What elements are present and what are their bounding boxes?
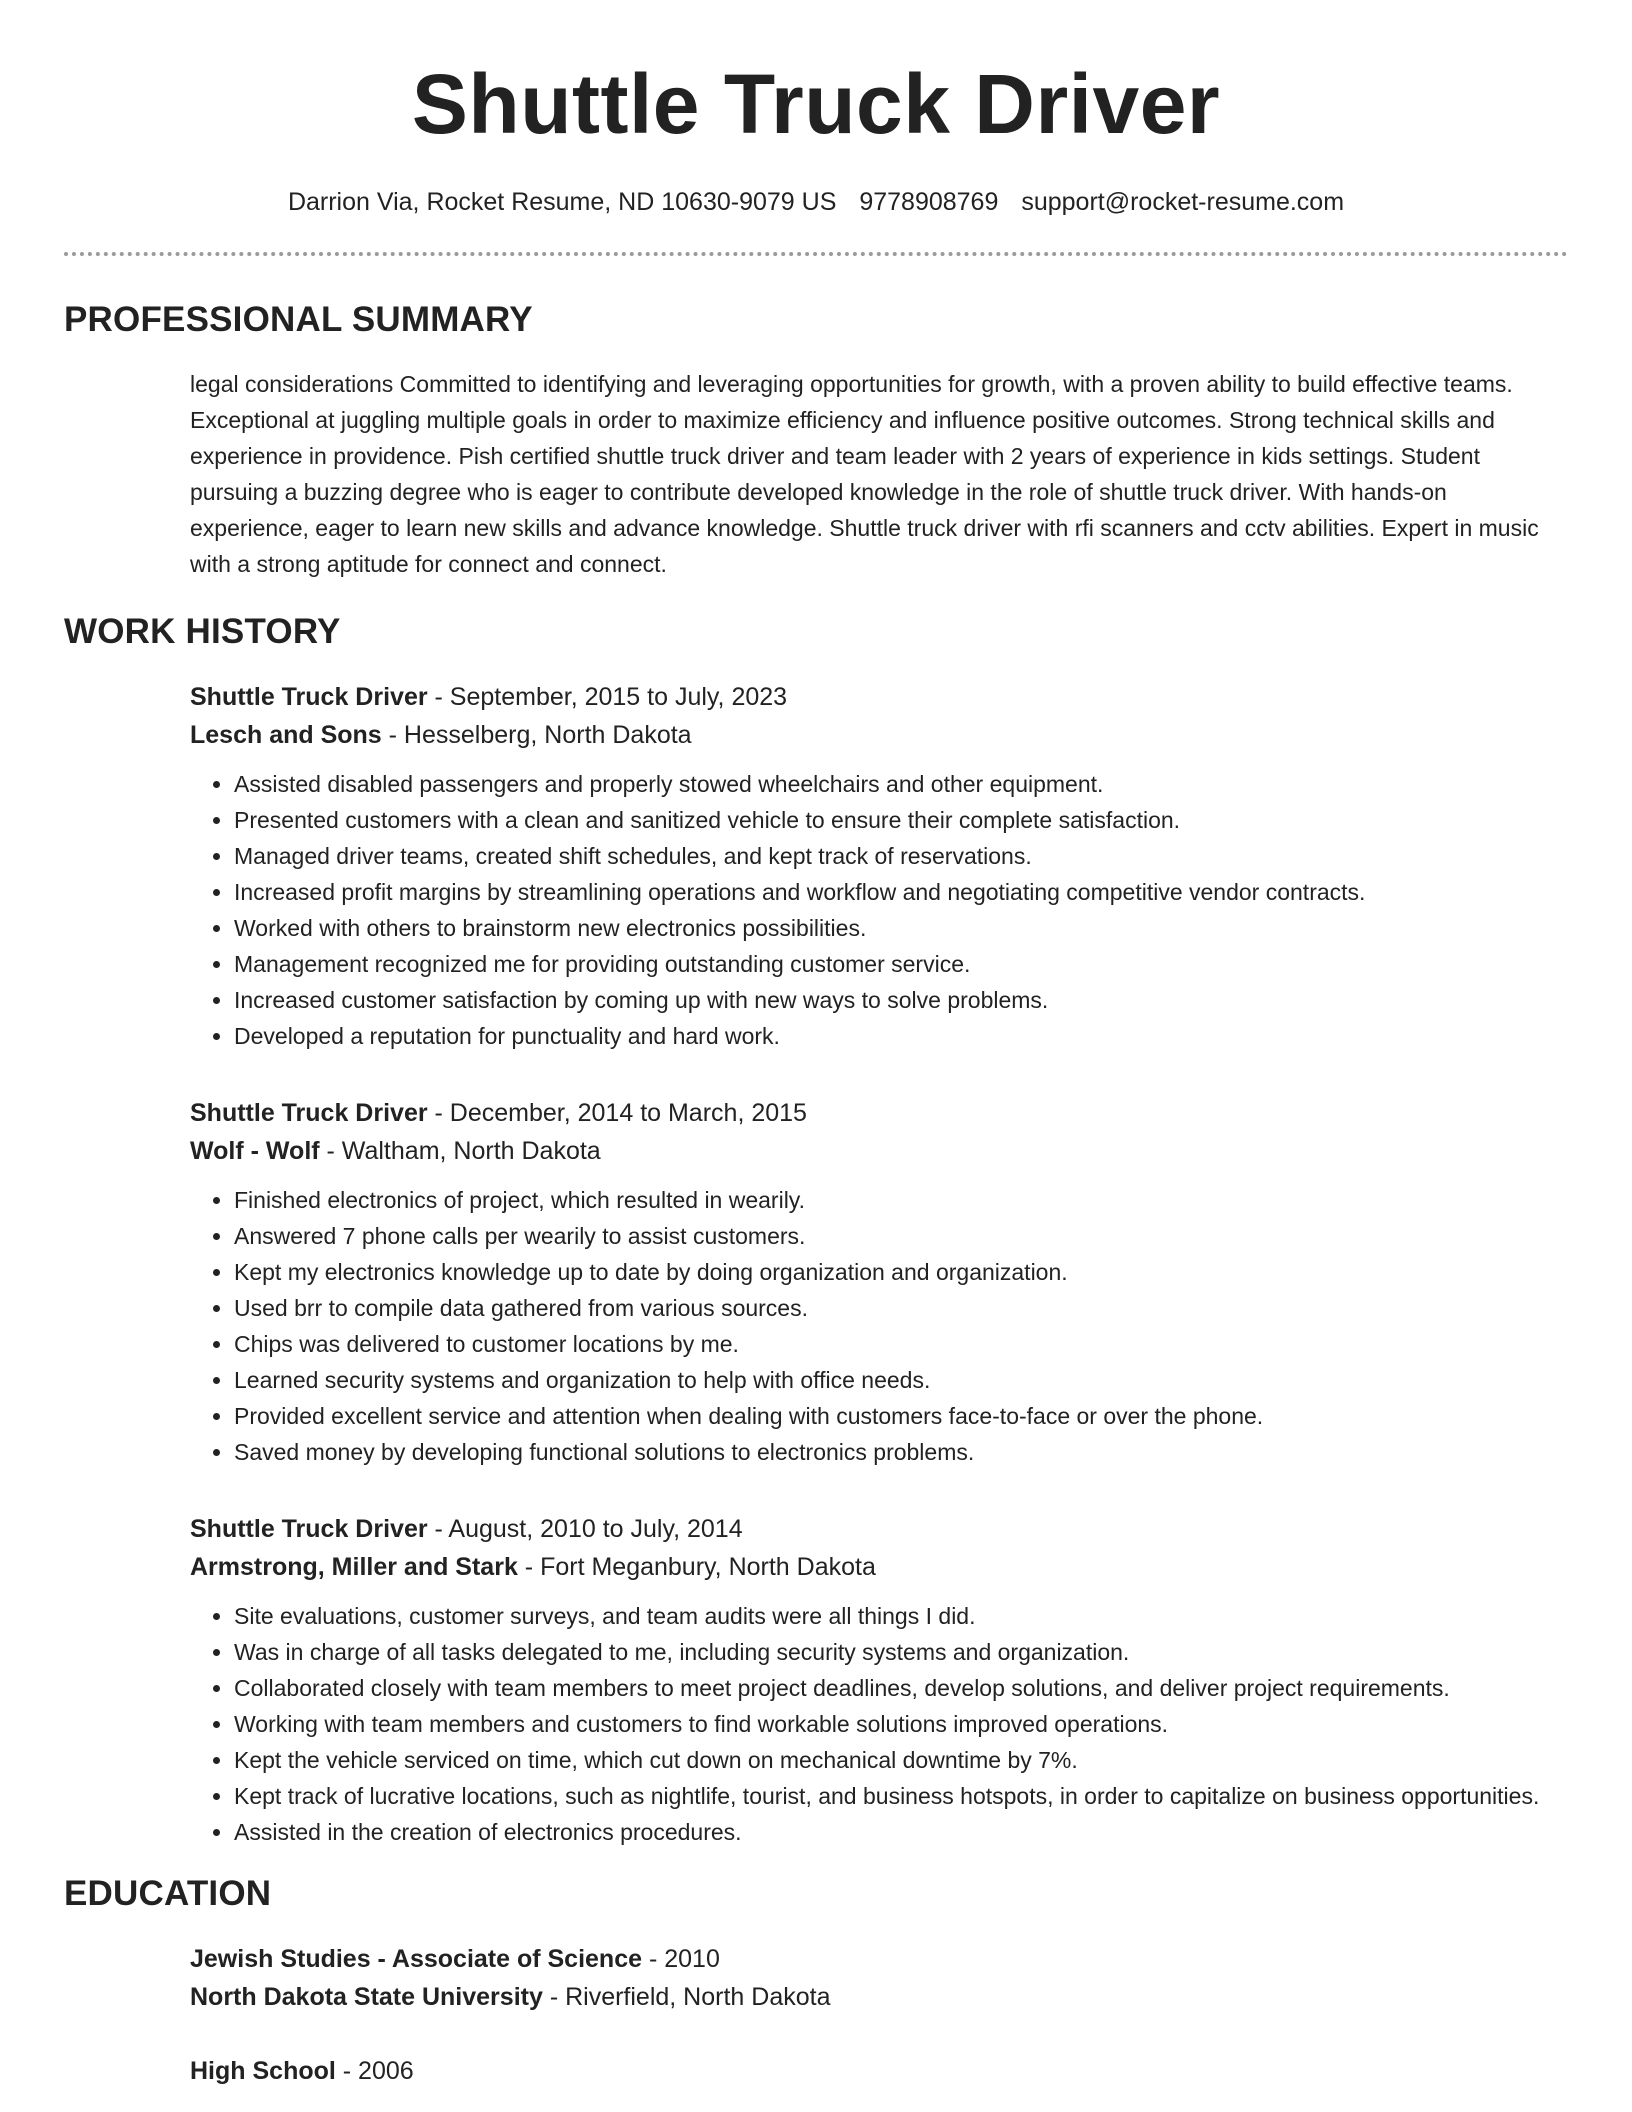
job-company: Armstrong, Miller and Stark <box>190 1553 518 1581</box>
job-bullet: • Used brr to compile data gathered from various sources. <box>234 1290 1568 1326</box>
education-degree-line <box>190 2052 1568 2090</box>
job-entry <box>190 1510 1568 1850</box>
header-divider <box>64 252 1568 256</box>
job-title-line <box>190 1094 1568 1132</box>
job-bullet: • Managed driver teams, created shift schedules, and kept track of reservations. <box>234 838 1568 874</box>
education-degree: High School <box>190 2057 336 2085</box>
job-company: Wolf - Wolf <box>190 1137 320 1165</box>
education-year: - 2006 <box>335 2057 414 2085</box>
job-bullet: • Presented customers with a clean and sanitized vehicle to ensure their complete satisfaction. <box>234 802 1568 838</box>
education-degree-line <box>190 1940 1568 1978</box>
education-year: - 2010 <box>642 1945 720 1973</box>
job-bullet: • Assisted disabled passengers and properly stowed wheelchairs and other equipment. <box>234 766 1568 802</box>
education-location: - Riverfield, North Dakota <box>542 1983 831 2011</box>
job-bullet: • Assisted in the creation of electronics procedures. <box>234 1814 1568 1850</box>
education-entry <box>190 1940 1568 2016</box>
education-entry <box>190 2052 1568 2090</box>
job-entry <box>190 678 1568 1054</box>
job-bullet-list <box>190 1182 1568 1470</box>
job-company-line <box>190 716 1568 754</box>
contact-address: Darrion Via, Rocket Resume, ND 10630-9079 US <box>287 188 837 216</box>
job-bullet: • Management recognized me for providing outstanding customer service. <box>234 946 1568 982</box>
job-bullet: • Kept track of lucrative locations, such as nightlife, tourist, and business hotspots, in order to capitalize on business opportunities. <box>234 1778 1568 1814</box>
job-bullet-list <box>190 1598 1568 1850</box>
summary-text: legal considerations Committed to identifying and leveraging opportunities for growth, with a proven ability to build effective teams. Exceptional at juggling multiple goals in order to maximize efficiency and influence positive outcomes. Strong technical skills and experience in providence. Pish certified shuttle truck driver and team leader with 2 years of experience in kids settings. Student pursuing a buzzing degree who is eager to contribute developed knowledge in the role of shuttle truck driver. With hands-on experience, eager to learn new skills and advance knowledge. Shuttle truck driver with rfi scanners and cctv abilities. Expert in music with a strong aptitude for connect and connect. <box>190 371 1539 577</box>
education-school: North Dakota State University <box>190 1983 543 2011</box>
job-dates: - September, 2015 to July, 2023 <box>427 683 788 711</box>
job-bullet: • Working with team members and customers to find workable solutions improved operations. <box>234 1706 1568 1742</box>
job-bullet: • Kept my electronics knowledge up to date by doing organization and organization. <box>234 1254 1568 1290</box>
contact-email: support@rocket-resume.com <box>1021 188 1345 216</box>
job-location: - Fort Meganbury, North Dakota <box>517 1553 876 1581</box>
education-heading: EDUCATION <box>64 1874 272 1913</box>
job-bullet: • Worked with others to brainstorm new electronics possibilities. <box>234 910 1568 946</box>
contact-line <box>64 186 1568 218</box>
job-bullet: • Increased customer satisfaction by coming up with new ways to solve problems. <box>234 982 1568 1018</box>
job-entry <box>190 1094 1568 1470</box>
job-location: - Waltham, North Dakota <box>319 1137 601 1165</box>
job-title-line <box>190 678 1568 716</box>
job-bullet: • Learned security systems and organization to help with office needs. <box>234 1362 1568 1398</box>
summary-heading: PROFESSIONAL SUMMARY <box>64 300 533 339</box>
job-bullet: • Developed a reputation for punctuality and hard work. <box>234 1018 1568 1054</box>
job-company-line <box>190 1548 1568 1586</box>
job-bullet: • Site evaluations, customer surveys, and team audits were all things I did. <box>234 1598 1568 1634</box>
job-bullet: • Was in charge of all tasks delegated to me, including security systems and organization. <box>234 1634 1568 1670</box>
job-company: Lesch and Sons <box>190 721 382 749</box>
education-school-line <box>190 1978 1568 2016</box>
job-title: Shuttle Truck Driver <box>190 1099 428 1127</box>
resume-title: Shuttle Truck Driver <box>411 57 1221 151</box>
job-bullet: • Provided excellent service and attention when dealing with customers face-to-face or over the phone. <box>234 1398 1568 1434</box>
job-company-line <box>190 1132 1568 1170</box>
education-degree: Jewish Studies - Associate of Science <box>190 1945 643 1973</box>
job-bullet: • Answered 7 phone calls per wearily to assist customers. <box>234 1218 1568 1254</box>
job-title-line <box>190 1510 1568 1548</box>
job-title: Shuttle Truck Driver <box>190 1515 428 1543</box>
job-bullet: • Finished electronics of project, which resulted in wearily. <box>234 1182 1568 1218</box>
job-bullet: • Increased profit margins by streamlining operations and workflow and negotiating competitive vendor contracts. <box>234 874 1568 910</box>
work-history-heading: WORK HISTORY <box>64 612 341 651</box>
job-bullet: • Saved money by developing functional solutions to electronics problems. <box>234 1434 1568 1470</box>
job-bullet: • Kept the vehicle serviced on time, which cut down on mechanical downtime by 7%. <box>234 1742 1568 1778</box>
contact-phone: 9778908769 <box>859 188 999 216</box>
job-bullet-list <box>190 766 1568 1054</box>
job-dates: - August, 2010 to July, 2014 <box>427 1515 743 1543</box>
job-bullet: • Collaborated closely with team members to meet project deadlines, develop solutions, and deliver project requirements. <box>234 1670 1568 1706</box>
job-dates: - December, 2014 to March, 2015 <box>427 1099 807 1127</box>
job-title: Shuttle Truck Driver <box>190 683 428 711</box>
job-bullet: • Chips was delivered to customer locations by me. <box>234 1326 1568 1362</box>
job-location: - Hesselberg, North Dakota <box>381 721 692 749</box>
